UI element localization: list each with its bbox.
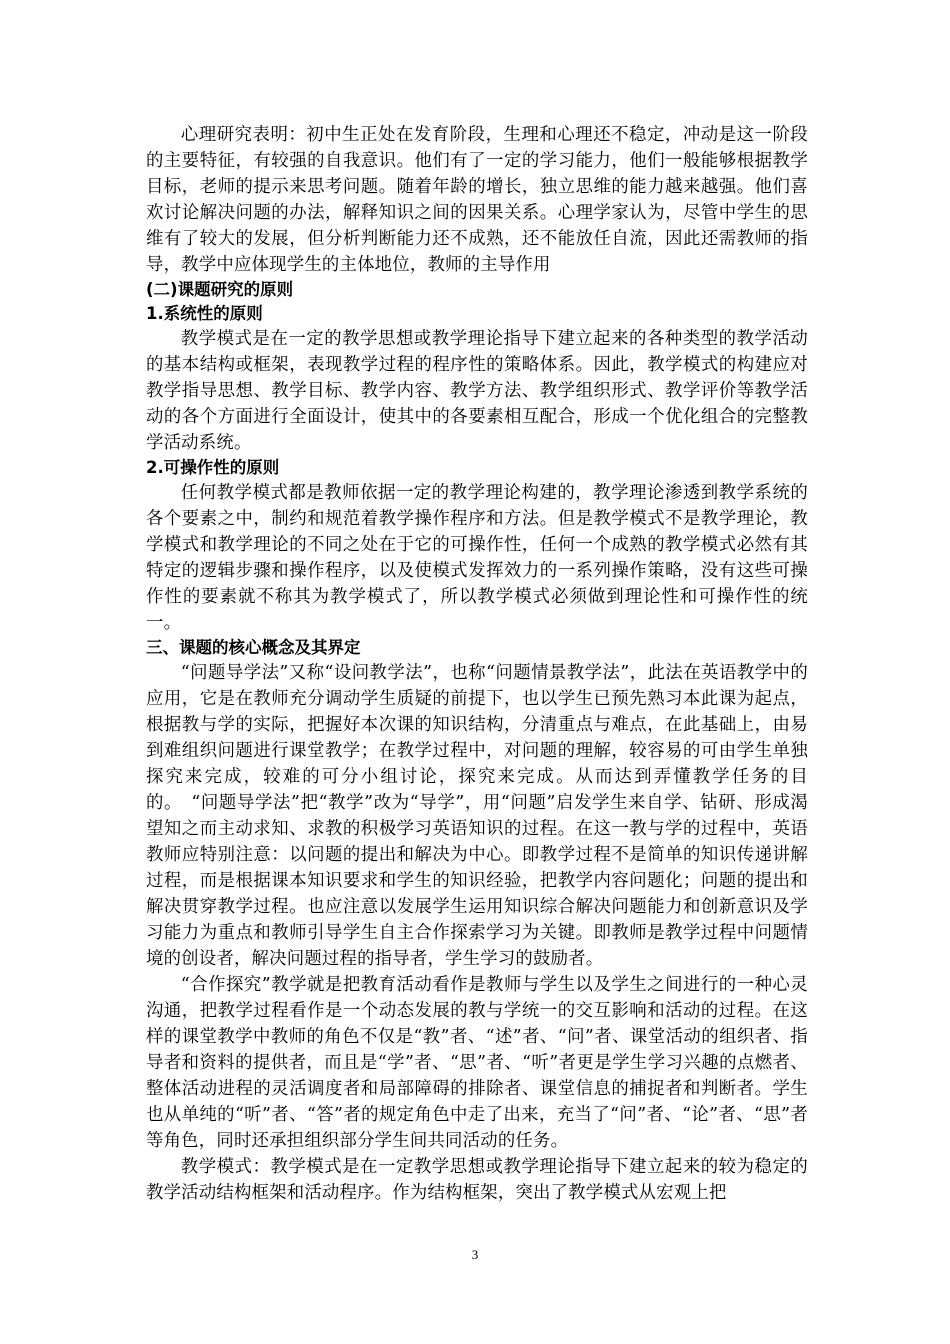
paragraph-teaching-model: 教学模式：教学模式是在一定教学思想或教学理论指导下建立起来的较为稳定的教学活动结构框架和活动程序。作为结构框架，突出了教学模式从宏观上把 xyxy=(146,1157,808,1203)
paragraph-systematic-principle: 教学模式是在一定的教学思想或教学理论指导下建立起来的各种类型的教学活动的基本结构或框架，表现教学过程的程序性的策略体系。因此，教学模式的构建应对教学指导思想、教学目标、教学内容、教学方法、教学组织形式、教学评价等教学活动的各个方面进行全面设计，使其中的各要素相互配合，形成一个优化组合的完整教学活动系统。 xyxy=(146,329,808,453)
paragraph-cooperative-inquiry: “合作探究”教学就是把教育活动看作是教师与学生以及学生之间进行的一种心灵沟通，把教学过程看作是一个动态发展的教与学统一的交互影响和活动的过程。在这样的课堂教学中教师的角色不仅是“教”者、“述”者、“问”者、课堂活动的组织者、指导者和资料的提供者，而且是“学”者、“思”者、“听”者更是学生学习兴趣的点燃者、整体活动进程的灵活调度者和局部障碍的排除者、课堂信息的捕捉者和判断者。学生也从单纯的“听”者、“答”者的规定角色中走了出来，充当了“问”者、“论”者、“思”者等角色，同时还承担组织部分学生间共同活动的任务。 xyxy=(146,975,808,1151)
heading-systematic-principle: 1.系统性的原则 xyxy=(146,304,263,323)
heading-operability-principle: 2.可操作性的原则 xyxy=(146,458,280,477)
paragraph-problem-guided-method: “问题导学法”又称“设问教学法”，也称“问题情景教学法”，此法在英语教学中的应用，它是在教师充分调动学生质疑的前提下，也以学生已预先熟习本此课为起点，根据教与学的实际，把握好本次课的知识结构，分清重点与难点，在此基础上，由易到难组织问题进行课堂教学；在教学过程中，对问题的理解，较容易的可由学生单独探究来完成，较难的可分小组讨论，探究来完成。从而达到弄懂教学任务的目的。 “问题导学法”把“教学”改为“导学”，用“问题”启发学生来自学、钻研、形成渴望知之而主动求知、求教的积极学习英语知识的过程。在这一教与学的过程中，英语教师应特别注意：以问题的提出和解决为中心。即教学过程不是简单的知识传递讲解过程，而是根据课本知识要求和学生的知识经验，把教学内容问题化；问题的提出和解决贯穿教学过程。也应注意以发展学生运用知识综合解决问题能力和创新意识及学习能力为重点和教师引导学生自主合作探索学习为关键。即教师是教学过程中问题情境的创设者，解决问题过程的指导者，学生学习的鼓励者。 xyxy=(146,663,808,969)
heading-core-concepts: 三、课题的核心概念及其界定 xyxy=(146,638,361,657)
paragraph-operability-principle: 任何教学模式都是教师依据一定的教学理论构建的，教学理论渗透到教学系统的各个要素之中，制约和规范着教学操作程序和方法。但是教学模式不是教学理论，教学模式和教学理论的不同之处在于它的可操作性，任何一个成熟的教学模式必然有其特定的逻辑步骤和操作程序，以及使模式发挥效力的一系列操作策略，没有这些可操作性的要素就不称其为教学模式了，所以教学模式必须做到理论性和可操作性的统一。 xyxy=(146,483,808,633)
paragraph-psychology-research: 心理研究表明：初中生正处在发育阶段，生理和心理还不稳定，冲动是这一阶段的主要特征，有较强的自我意识。他们有了一定的学习能力，他们一般能够根据教学目标，老师的提示来思考问题。随着年龄的增长，独立思维的能力越来越强。他们喜欢讨论解决问题的办法，解释知识之间的因果关系。心理学家认为，尽管中学生的思维有了较大的发展，但分析判断能力还不成熟，还不能放任自流，因此还需教师的指导，教学中应体现学生的主体地位，教师的主导作用 xyxy=(146,125,808,275)
page-number: 3 xyxy=(471,1247,479,1262)
document-body xyxy=(146,122,808,1206)
heading-research-principles: (二)课题研究的原则 xyxy=(146,280,294,299)
